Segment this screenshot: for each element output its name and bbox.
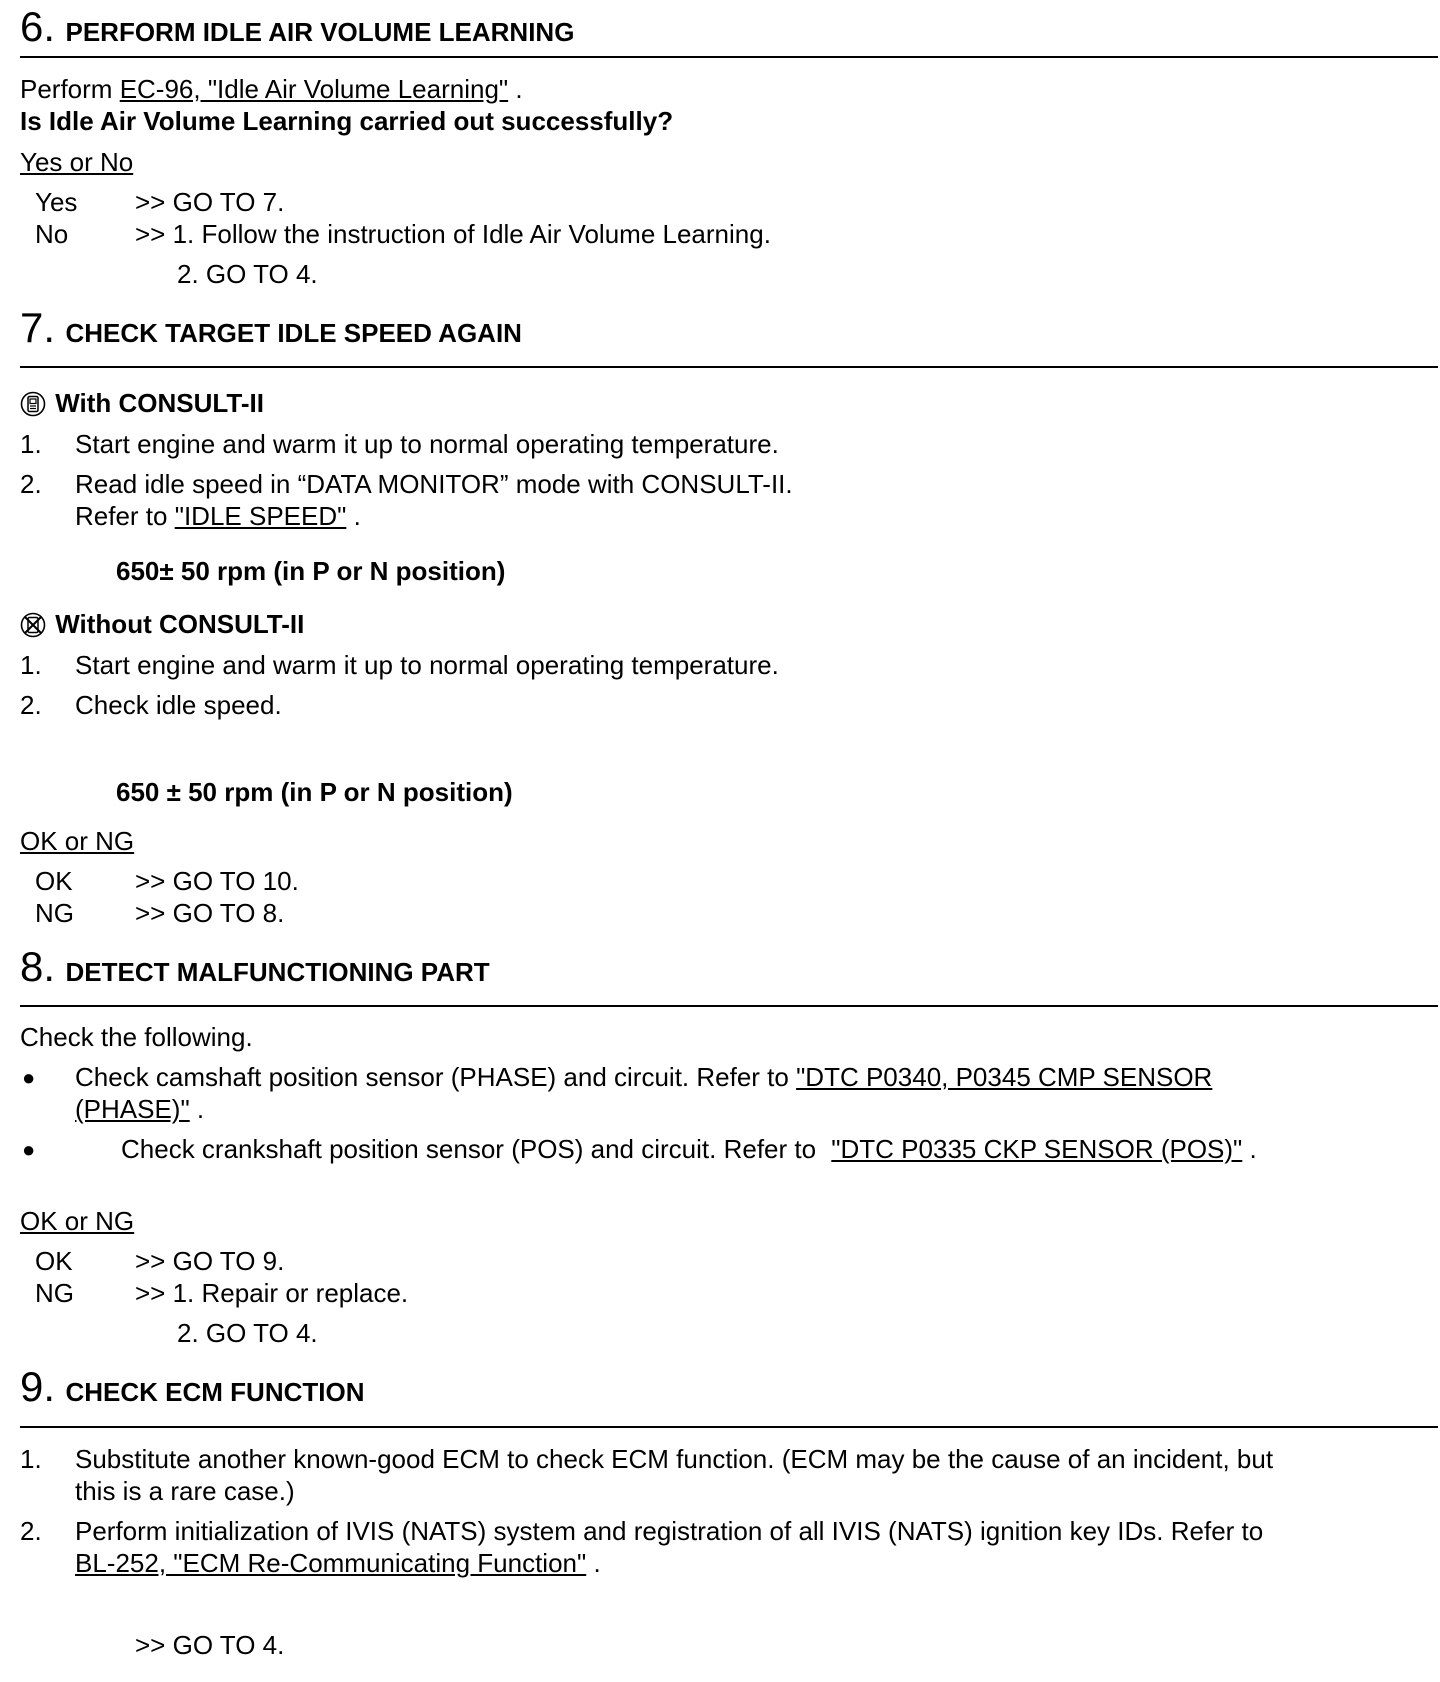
cmp-sensor-link-continued[interactable]: (PHASE)" <box>75 1094 190 1124</box>
with-step-1-number: 1. <box>20 429 42 459</box>
bullet-1-dot: ● <box>22 1065 36 1090</box>
step-9-final-action: >> GO TO 4. <box>135 1630 285 1660</box>
bullet-2-dot: ● <box>22 1137 36 1162</box>
step-7-header <box>20 305 522 351</box>
step-7-divider <box>20 366 1438 368</box>
step-8-title: DETECT MALFUNCTIONING PART <box>65 957 490 987</box>
item-1-line-b: this is a rare case.) <box>75 1476 295 1506</box>
step-6-number: 6. <box>20 3 56 50</box>
without-spec-value: 650 ± 50 rpm (in P or N position) <box>116 777 513 807</box>
step-9-divider <box>20 1426 1438 1428</box>
without-step-1-number: 1. <box>20 650 42 680</box>
bullet-1-line-a: Check camshaft position sensor (PHASE) and circuit. Refer to "DTC P0340, P0345 CMP SENSOR <box>75 1062 1213 1092</box>
step-6-title: PERFORM IDLE AIR VOLUME LEARNING <box>65 17 575 47</box>
step-6-choice-heading: Yes or No <box>20 147 134 177</box>
step-6-yes-action: >> GO TO 7. <box>135 187 285 217</box>
with-refer-line: Refer to "IDLE SPEED" . <box>75 501 361 531</box>
step-8-ng-action-1: >> 1. Repair or replace. <box>135 1278 409 1308</box>
step-7-ok-action: >> GO TO 10. <box>135 866 299 896</box>
ckp-sensor-link[interactable]: "DTC P0335 CKP SENSOR (POS)" <box>831 1134 1243 1164</box>
item-2-line-b: BL-252, "ECM Re-Communicating Function" . <box>75 1548 601 1578</box>
step-8-number: 8. <box>20 943 56 990</box>
idle-air-volume-learning-link[interactable]: EC-96, "Idle Air Volume Learning" <box>119 74 509 104</box>
without-step-2-text: Check idle speed. <box>75 690 282 720</box>
bullet-2-line: Check crankshaft position sensor (POS) and circuit. Refer to "DTC P0335 CKP SENSOR (POS)" . <box>121 1134 1257 1164</box>
step-8-choice-heading: OK or NG <box>20 1206 135 1236</box>
step-9-number: 9. <box>20 1363 56 1410</box>
with-step-1-text: Start engine and warm it up to normal operating temperature. <box>75 429 779 459</box>
step-8-ok-action: >> GO TO 9. <box>135 1246 285 1276</box>
step-7-choice-heading: OK or NG <box>20 826 135 856</box>
cmp-sensor-link[interactable]: "DTC P0340, P0345 CMP SENSOR <box>796 1062 1213 1092</box>
without-step-1-text: Start engine and warm it up to normal operating temperature. <box>75 650 779 680</box>
step-8-ng-label: NG <box>35 1278 74 1308</box>
step-6-no-action-1: >> 1. Follow the instruction of Idle Air Volume Learning. <box>135 219 771 249</box>
without-step-2-number: 2. <box>20 690 42 720</box>
consult-icon <box>20 391 46 417</box>
step-6-divider <box>20 56 1438 58</box>
step-9-header <box>20 1364 364 1410</box>
step-6-yes-label: Yes <box>35 187 78 217</box>
item-2-line-a: Perform initialization of IVIS (NATS) system and registration of all IVIS (NATS) ignition key IDs. Refer to <box>75 1516 1264 1546</box>
with-step-2-text: Read idle speed in “DATA MONITOR” mode with CONSULT-II. <box>75 469 793 499</box>
no-consult-icon <box>20 612 46 638</box>
step-6-no-label: No <box>35 219 69 249</box>
item-1-number: 1. <box>20 1444 42 1474</box>
step-8-ng-action-2: 2. GO TO 4. <box>177 1318 318 1348</box>
step-7-title: CHECK TARGET IDLE SPEED AGAIN <box>65 318 522 348</box>
with-spec-value: 650± 50 rpm (in P or N position) <box>116 556 506 586</box>
step-7-ng-action: >> GO TO 8. <box>135 898 285 928</box>
step-7-number: 7. <box>20 304 56 351</box>
step-9-title: CHECK ECM FUNCTION <box>65 1377 365 1407</box>
idle-speed-link[interactable]: "IDLE SPEED" <box>174 501 347 531</box>
with-step-2-number: 2. <box>20 469 42 499</box>
step-8-header <box>20 944 490 990</box>
step-6-header <box>20 4 574 50</box>
step-8-divider <box>20 1005 1438 1007</box>
item-2-number: 2. <box>20 1516 42 1546</box>
step-8-intro: Check the following. <box>20 1022 253 1052</box>
step-6-perform-line: Perform EC-96, "Idle Air Volume Learning" . <box>20 74 523 104</box>
item-1-line-a: Substitute another known-good ECM to check ECM function. (ECM may be the cause of an incident, but <box>75 1444 1274 1474</box>
without-consult-heading: Without CONSULT-II <box>20 609 304 639</box>
bullet-1-line-b: (PHASE)" . <box>75 1094 205 1124</box>
step-6-question: Is Idle Air Volume Learning carried out successfully? <box>20 106 674 136</box>
step-8-ok-label: OK <box>35 1246 73 1276</box>
step-7-ng-label: NG <box>35 898 74 928</box>
with-consult-heading: With CONSULT-II <box>20 388 264 418</box>
ecm-re-communicating-link[interactable]: BL-252, "ECM Re-Communicating Function" <box>75 1548 587 1578</box>
step-6-no-action-2: 2. GO TO 4. <box>177 259 318 289</box>
step-7-ok-label: OK <box>35 866 73 896</box>
